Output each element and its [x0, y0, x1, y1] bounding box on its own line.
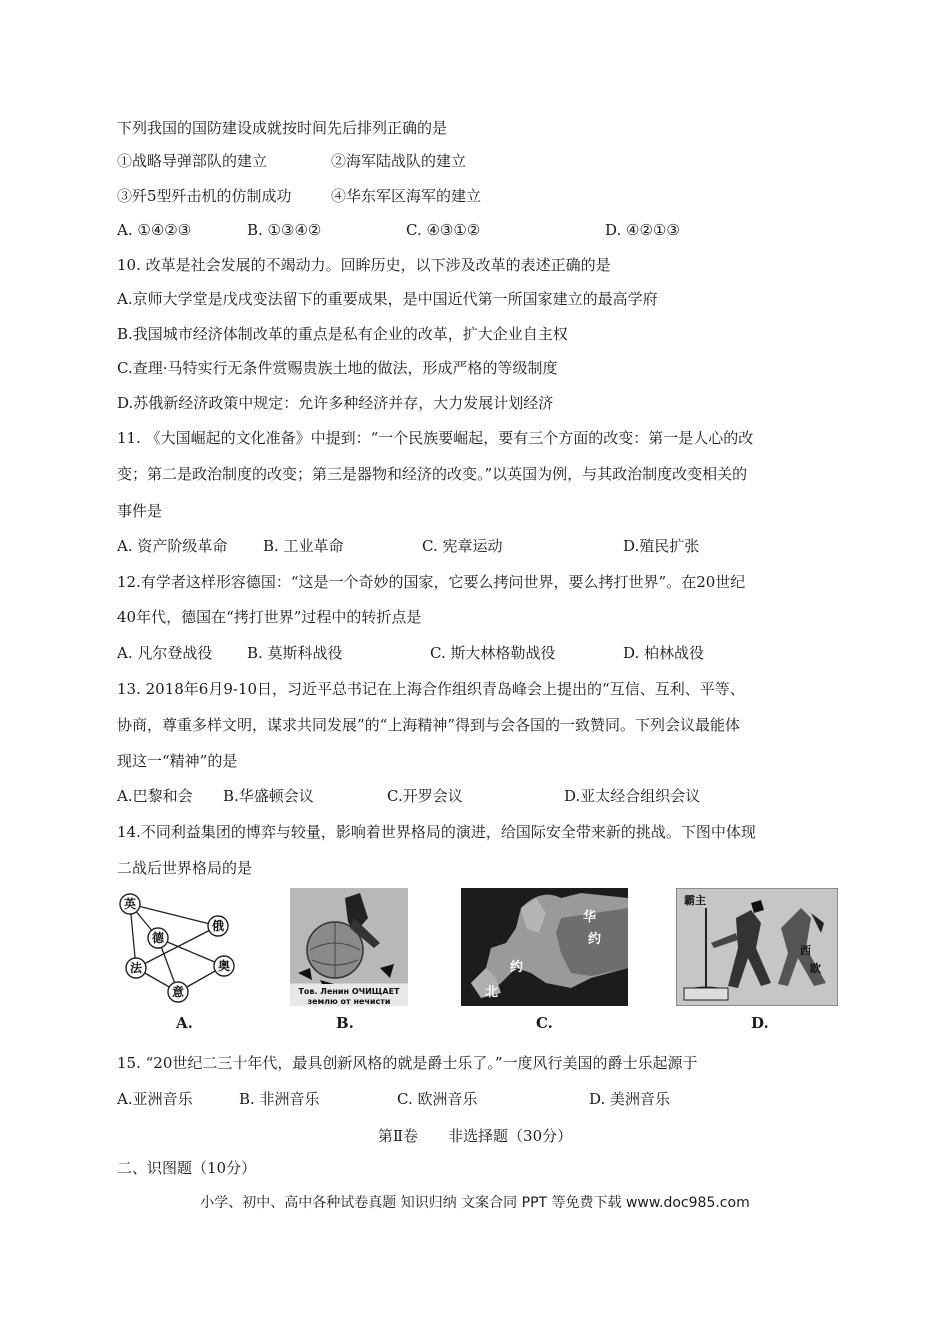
q10-stem: 10. 改革是社会发展的不竭动力。回眸历史，以下涉及改革的表述正确的是: [117, 256, 611, 274]
q13-option-b: B.华盛顿会议: [223, 787, 314, 805]
q12-line-1: 12.有学者这样形容德国：“这是一个奇妙的国家，它要么拷问世界，要么拷打世界”。在20世纪: [117, 573, 746, 591]
alliance-network-diagram: [114, 888, 254, 1006]
q10-option-d: D.苏俄新经济政策中规定：允许多种经济并存，大力发展计划经济: [117, 394, 554, 412]
q11-line-2: 变；第二是政治制度的改变；第三是器物和经济的改变。”以英国为例，与其政治制度改变相关的: [117, 465, 748, 483]
cartoon-label: 欧: [810, 962, 821, 975]
cartoon-label: 西: [800, 944, 811, 957]
cartoon-label: 霸主: [684, 894, 706, 907]
q9-item-3: ③歼5型歼击机的仿制成功: [117, 187, 292, 205]
poster-caption-1: Тов. Ленин ОЧИЩАЕТ: [298, 987, 400, 996]
q9-options: [117, 220, 837, 240]
q15-option-b: B. 非洲音乐: [239, 1090, 320, 1108]
q13-line-2: 协商，尊重多样文明，谋求共同发展”的“上海精神”得到与会各国的一致赞同。下列会议最能体: [117, 716, 741, 734]
map-label: 约: [510, 960, 524, 975]
q11-options: [117, 536, 837, 556]
picture-b-label: B.: [336, 1014, 354, 1032]
q12-option-d: D. 柏林战役: [623, 644, 705, 662]
q9-option-d: D. ④②①③: [605, 221, 680, 239]
q14-picture-d: [676, 888, 838, 1006]
q10-option-b: B.我国城市经济体制改革的重点是私有企业的改革，扩大企业自主权: [117, 325, 568, 343]
node-label: 法: [129, 961, 143, 975]
q11-option-d: D.殖民扩张: [623, 537, 700, 555]
picture-c-label: C.: [536, 1014, 553, 1032]
q14-picture-b: [290, 888, 408, 1006]
q10-option-a: A.京师大学堂是戊戌变法留下的重要成果，是中国近代第一所国家建立的最高学府: [117, 290, 658, 308]
section-heading: 二、识图题（10分）: [117, 1159, 257, 1177]
q14-picture-a: [114, 888, 254, 1006]
q13-option-a: A.巴黎和会: [117, 787, 193, 805]
q15-option-d: D. 美洲音乐: [589, 1090, 671, 1108]
q15-option-a: A.亚洲音乐: [117, 1090, 193, 1108]
lenin-poster-image: [290, 888, 408, 1006]
q11-option-c: C. 宪章运动: [422, 537, 503, 555]
q13-option-c: C.开罗会议: [387, 787, 463, 805]
q15-options: [117, 1089, 837, 1109]
q14-picture-c: [461, 888, 628, 1006]
page-footer: 小学、初中、高中各种试卷真题 知识归纳 文案合同 PPT 等免费下载 www.doc985.com: [200, 1195, 750, 1211]
q14-line-2: 二战后世界格局的是: [117, 859, 253, 877]
node-label: 俄: [211, 919, 225, 933]
q13-line-3: 现这一“精神”的是: [117, 752, 238, 770]
q12-option-a: A. 凡尔登战役: [117, 644, 213, 662]
q9-item-1: ①战略导弹部队的建立: [117, 152, 268, 170]
q11-line-3: 事件是: [117, 502, 163, 520]
q9-option-a: A. ①④②③: [117, 221, 192, 239]
q11-line-1: 11. 《大国崛起的文化准备》中提到：“一个民族要崛起，要有三个方面的改变：第一是人心的改: [117, 429, 754, 447]
q10-option-c: C.查理·马特实行无条件赏赐贵族土地的做法，形成严格的等级制度: [117, 359, 558, 377]
q11-option-b: B. 工业革命: [263, 537, 344, 555]
q9-option-c: C. ④③①②: [406, 221, 481, 239]
q9-option-b: B. ①③④②: [247, 221, 322, 239]
europe-map-image: [461, 888, 628, 1006]
part-two-title: 第Ⅱ卷 非选择题（30分）: [377, 1127, 573, 1145]
q9-item-2: ②海军陆战队的建立: [331, 152, 467, 170]
q12-option-c: C. 斯大林格勒战役: [430, 644, 556, 662]
node-label: 奥: [217, 959, 231, 973]
q9-item-4: ④华东军区海军的建立: [331, 187, 482, 205]
q12-option-b: B. 莫斯科战役: [247, 644, 343, 662]
q12-line-2: 40年代，德国在“拷打世界”过程中的转折点是: [117, 608, 422, 626]
poster-caption-2: землю от нечисти: [307, 997, 391, 1006]
node-label: 意: [171, 985, 185, 999]
node-label: 英: [123, 897, 137, 911]
q13-option-d: D.亚太经合组织会议: [564, 787, 701, 805]
q13-line-1: 13. 2018年6月9-10日，习近平总书记在上海合作组织青岛峰会上提出的“互信、互利、平等、: [117, 680, 745, 698]
map-label: 约: [588, 932, 602, 947]
q14-line-1: 14.不同利益集团的博弈与较量，影响着世界格局的演进，给国际安全带来新的挑战。下图中体现: [117, 823, 756, 841]
picture-d-label: D.: [751, 1014, 769, 1032]
q9-stem: 下列我国的国防建设成就按时间先后排列正确的是: [117, 119, 448, 137]
map-label: 华: [583, 910, 597, 925]
hegemon-cartoon-image: [676, 888, 838, 1006]
q15-option-c: C. 欧洲音乐: [397, 1090, 478, 1108]
q12-options: [117, 643, 837, 663]
picture-a-label: A.: [176, 1014, 193, 1032]
q11-option-a: A. 资产阶级革命: [117, 537, 228, 555]
node-label: 德: [151, 931, 165, 945]
q13-options: [117, 786, 837, 806]
q15-stem: 15. “20世纪二三十年代，最具创新风格的就是爵士乐了。”一度风行美国的爵士乐起源于: [117, 1054, 698, 1072]
map-label: 北: [485, 985, 499, 1000]
